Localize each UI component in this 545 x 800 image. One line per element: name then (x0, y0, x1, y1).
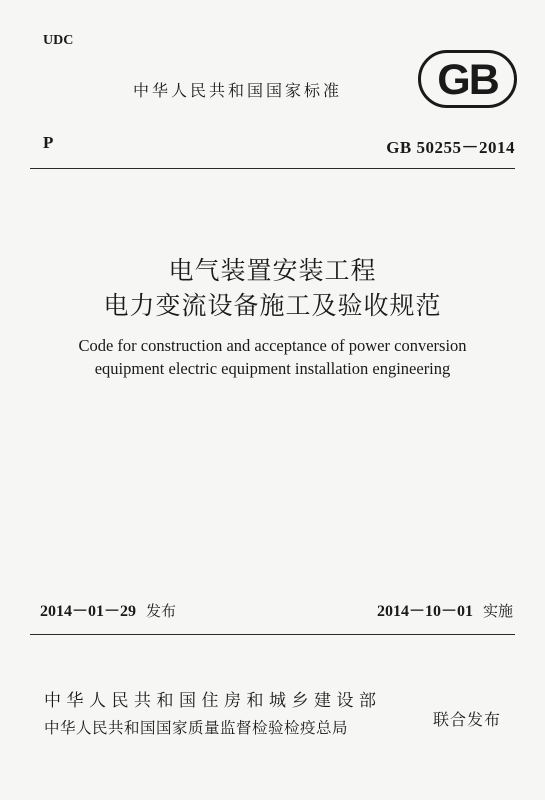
english-title-line-1: Code for construction and acceptance of power conversion (78, 336, 467, 355)
top-divider (30, 168, 515, 169)
effective-date-block (377, 598, 513, 621)
gb-logo (418, 50, 517, 108)
chinese-title-line-1: 电气装置安装工程 (168, 256, 377, 285)
issuer-aqsiq: 中华人民共和国国家质量监督检验检疫总局 (44, 719, 349, 737)
issue-date: 2014－01－29 (40, 603, 137, 620)
chinese-title-line-2: 电力变流设备施工及验收规范 (103, 291, 442, 320)
gb-logo-text: GB (437, 56, 498, 104)
category-code: P (43, 133, 54, 152)
udc-label: UDC (43, 33, 74, 48)
chinese-title (0, 253, 545, 323)
english-title (0, 334, 545, 380)
joint-issue-label: 联合发布 (433, 710, 502, 729)
bottom-divider (30, 634, 515, 635)
issuer-ministry-housing: 中华人民共和国住房和城乡建设部 (44, 691, 382, 711)
standard-number: GB 50255－2014 (386, 138, 515, 157)
national-standard-label: 中华人民共和国国家标准 (133, 81, 343, 100)
effective-date: 2014－10－01 (376, 603, 473, 620)
english-title-line-2: equipment electric equipment installation engineering (94, 359, 451, 378)
issue-date-block (40, 598, 176, 621)
effective-label: 实施 (482, 602, 513, 620)
issue-label: 发布 (146, 602, 177, 620)
